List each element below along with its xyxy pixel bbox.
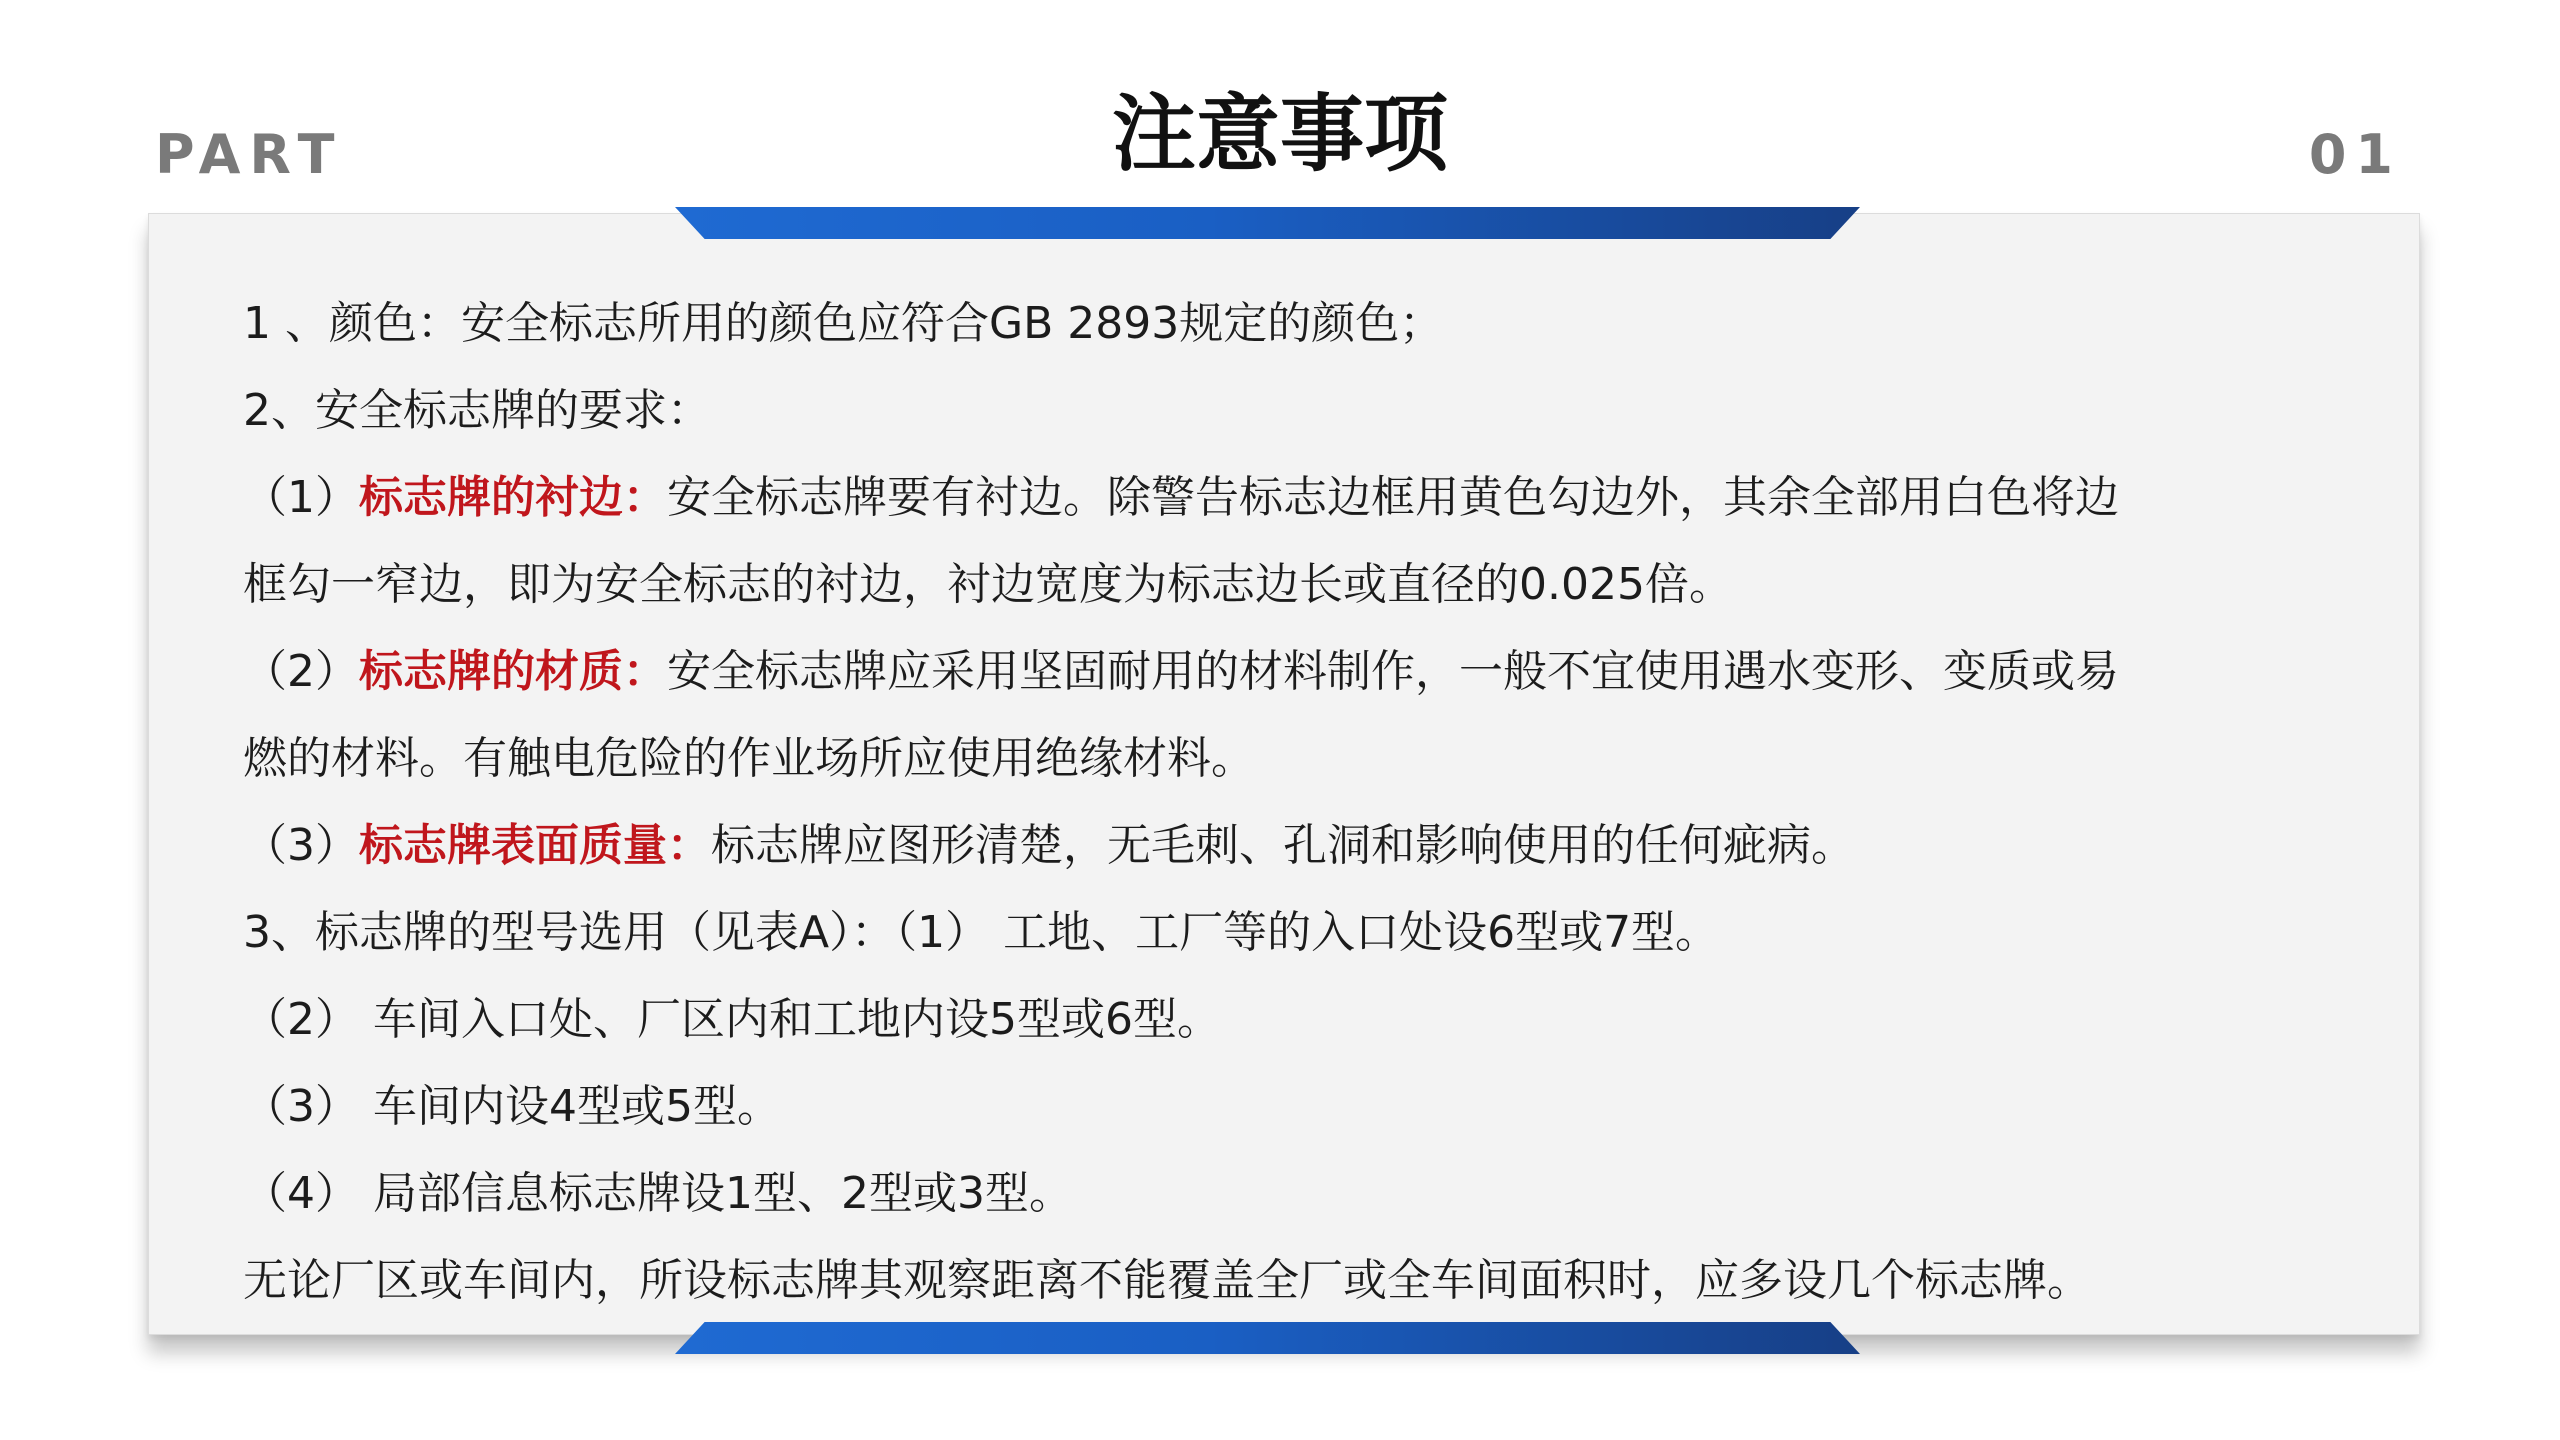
- item-label-border: 标志牌的衬边：: [359, 472, 667, 523]
- part-number: 01: [2308, 123, 2402, 186]
- note-requirements-heading: 2、安全标志牌的要求：: [243, 385, 711, 436]
- note-model-3: （3） 车间内设4型或5型。: [243, 1081, 781, 1132]
- item-text: 标志牌应图形清楚，无毛刺、孔洞和影响使用的任何疵病。: [711, 820, 1855, 871]
- note-item-material: [243, 628, 2373, 715]
- item-label-surface: 标志牌表面质量：: [359, 820, 711, 871]
- item-label-material: 标志牌的材质：: [359, 646, 667, 697]
- note-item-border-cont: 框勾一窄边，即为安全标志的衬边，衬边宽度为标志边长或直径的0.025倍。: [243, 559, 1733, 610]
- note-final: 无论厂区或车间内，所设标志牌其观察距离不能覆盖全厂或全车间面积时，应多设几个标志牌。: [243, 1255, 2091, 1306]
- note-model-2: （2） 车间入口处、厂区内和工地内设5型或6型。: [243, 994, 1221, 1045]
- page-title: 注意事项: [1111, 85, 1448, 183]
- item-prefix: （2）: [243, 646, 359, 697]
- note-item-material-cont: 燃的材料。有触电危险的作业场所应使用绝缘材料。: [243, 733, 1255, 784]
- item-prefix: （3）: [243, 820, 359, 871]
- note-model-selection: 3、标志牌的型号选用（见表A）：（1） 工地、工厂等的入口处设6型或7型。: [243, 907, 1720, 958]
- note-color: 1 、颜色：安全标志所用的颜色应符合GB 2893规定的颜色；: [243, 298, 1444, 349]
- part-label: PART: [155, 123, 344, 186]
- item-text: 安全标志牌应采用坚固耐用的材料制作，一般不宜使用遇水变形、变质或易: [667, 646, 2119, 697]
- item-prefix: （1）: [243, 472, 359, 523]
- item-text: 安全标志牌要有衬边。除警告标志边框用黄色勾边外，其余全部用白色将边: [667, 472, 2119, 523]
- note-item-border: [243, 454, 2373, 541]
- bottom-accent-band: [675, 1322, 1860, 1354]
- notes-content: [243, 280, 2373, 1324]
- note-item-surface: [243, 802, 2373, 889]
- note-model-4: （4） 局部信息标志牌设1型、2型或3型。: [243, 1168, 1073, 1219]
- top-accent-band: [675, 207, 1860, 239]
